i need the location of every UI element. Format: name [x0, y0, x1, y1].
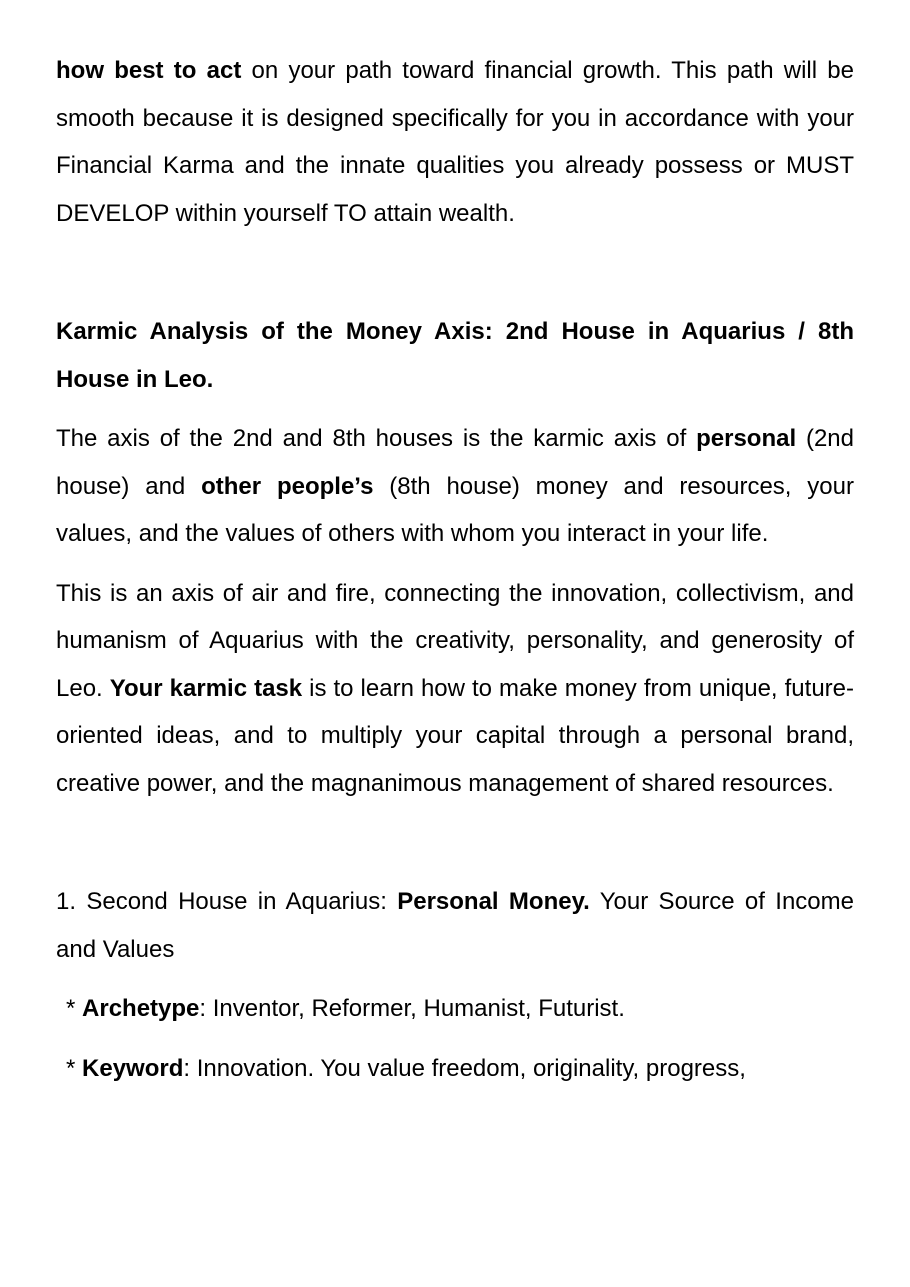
axis-text-3: (8th house) money and resources, your values, and the values of others with whom you interact in your life. [56, 472, 854, 547]
axis-text-1: The axis of the 2nd and 8th houses is the karmic axis of [56, 425, 697, 452]
bullet-label-keyword: Keyword [82, 1054, 184, 1082]
axis-bold-personal: personal [696, 425, 797, 452]
axis-paragraph [56, 415, 854, 558]
bullet-label-archetype: Archetype [82, 995, 200, 1022]
section-prefix: 1. Second House in Aquarius: [56, 888, 398, 915]
karmic-task-bold: Your karmic task [109, 674, 303, 702]
axis-text-2: (2nd house) and [56, 425, 855, 500]
intro-text: on your path toward financial growth. This path will be smooth because it is designed specifically for you in accordance with your Financial Karma and the innate qualities you already possess or MUST DEVELOP within yourself TO attain wealth. [56, 57, 854, 227]
section-suffix: Your Source of Income and Values [56, 888, 854, 963]
section-title [56, 878, 854, 973]
air-fire-text-1: This is an axis of air and fire, connecting the innovation, collectivism, and humanism of Aquarius with the creativity, personality, and generosity of Leo. [56, 579, 854, 702]
axis-bold-other-peoples: other people’s [201, 472, 374, 500]
bullet-marker: * [66, 1054, 83, 1082]
bullet-archetype [66, 985, 854, 1033]
bullet-text-keyword: : Innovation. You value freedom, originality, progress, [183, 1054, 746, 1082]
section-heading: Karmic Analysis of the Money Axis: 2nd House in Aquarius / 8th House in Leo. [56, 318, 854, 393]
air-fire-paragraph [56, 570, 854, 808]
document-page [56, 47, 854, 1104]
intro-bold-phrase: how best to act [56, 57, 242, 84]
bullet-keyword [66, 1045, 854, 1093]
air-fire-text-2: is to learn how to make money from unique, future-oriented ideas, and to multiply your capital through a personal brand, creative power, and the magnanimous management of shared resources. [56, 674, 854, 797]
section-bold: Personal Money. [397, 888, 590, 915]
bullet-text-archetype: : Inventor, Reformer, Humanist, Futurist. [199, 995, 625, 1022]
intro-paragraph [56, 47, 854, 237]
bullet-marker: * [66, 995, 83, 1022]
